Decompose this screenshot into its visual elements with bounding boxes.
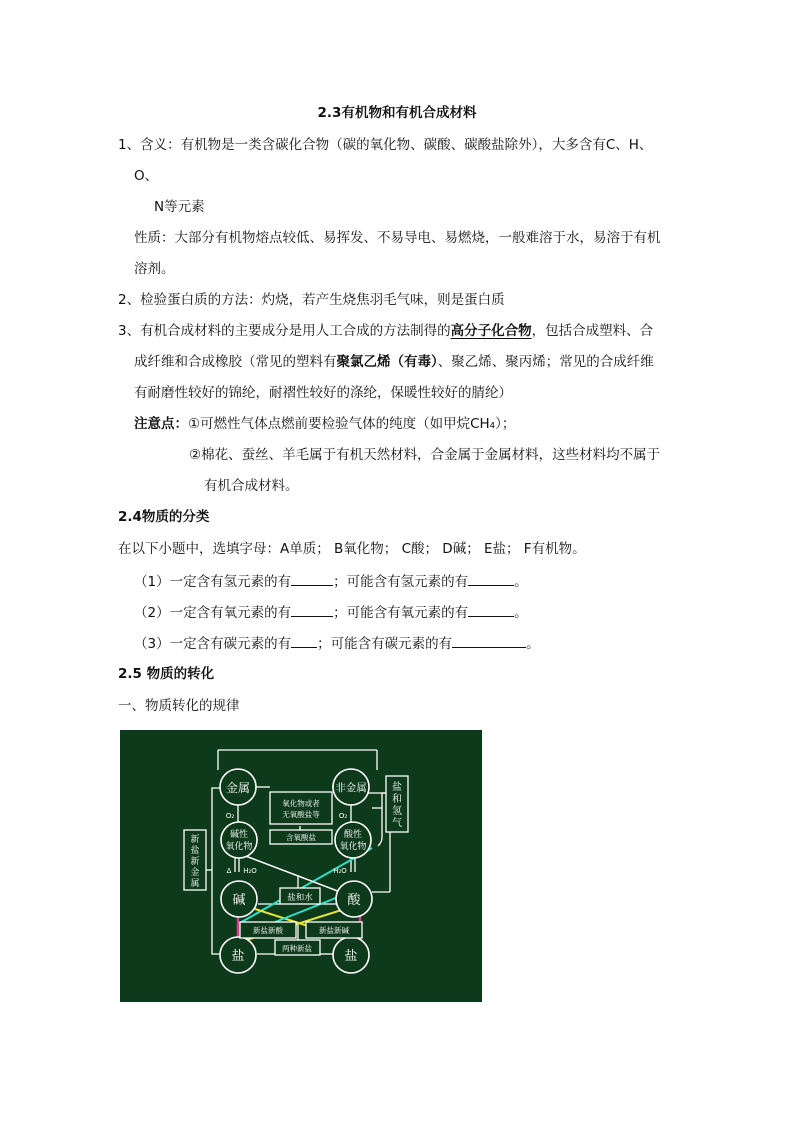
label-salt-left: 盐 [231,949,245,964]
label-box-new-salt-acid: 新盐新酸 [253,926,283,935]
question-1-end: 。 [514,574,528,590]
label-salt-right: 盐 [344,949,358,964]
item1-line2: O、 [134,168,159,184]
item3-line2 [134,353,654,371]
note-label: 注意点： [134,416,188,432]
item3-line2-post: 、聚乙烯、聚丙烯；常见的合成纤维 [437,354,654,370]
note2-line2: 有机合成材料。 [204,478,299,494]
question-1-part-b: ；可能含有氢元素的有 [333,574,469,590]
question-3-part-a: （3）一定含有碳元素的有 [134,636,292,652]
item3-line1 [118,322,653,340]
label-acid: 酸 [347,893,361,908]
answer-blank-2a[interactable] [291,603,333,617]
item3-line3: 有耐磨性较好的锦纶，耐褶性较好的涤纶，保暖性较好的腈纶） [134,385,512,401]
box-oxide-or-salt [270,792,332,824]
label-metal: 金属 [225,781,251,795]
left-box-char-1: 新 [190,835,200,845]
item2: 2、检验蛋白质的方法：灼烧，若产生烧焦羽毛气味，则是蛋白质 [118,292,505,308]
item3-post: ，包括合成塑料、合 [531,323,654,339]
question-2 [134,603,528,622]
label-o2-right: O₂ [338,812,348,820]
item3-line2-pre: 成纤维和合成橡胶（常见的塑料有 [134,354,337,370]
left-box-char-4: 金 [190,868,200,878]
question-2-part-a: （2）一定含有氧元素的有 [134,605,292,621]
node-basic-oxide [221,822,257,858]
label-acidic-oxide-2: 氧化物 [339,842,367,852]
node-acidic-oxide [335,822,371,858]
label-box-two-salts: 两种新盐 [282,944,312,953]
question-1 [134,572,528,591]
answer-blank-3a[interactable] [291,634,317,648]
property-line1: 性质：大部分有机物熔点较低、易挥发、不易导电、易燃烧，一般难溶于水，易溶于有机 [134,230,661,246]
item1-line1: 1、含义：有机物是一类含碳化合物（碳的氧化物、碳酸、碳酸盐除外），大多含有C、H、 [118,137,653,153]
question-1-part-a: （1）一定含有氢元素的有 [134,574,292,590]
question-3 [134,634,540,653]
diagram-background [120,730,482,1002]
label-h2o-left: H₂O [243,867,257,875]
question-3-part-b: ；可能含有碳元素的有 [317,636,453,652]
answer-blank-1a[interactable] [291,572,333,586]
conversion-rules-subtitle: 一、物质转化的规律 [118,698,240,714]
label-delta: Δ [226,867,232,875]
classification-intro: 在以下小题中，选填字母：A单质； B氧化物； C酸； D碱； E盐； F有机物。 [118,541,586,557]
note1-line [134,415,515,433]
label-box-oxide-2: 无氧酸盐等 [282,810,320,819]
item3-highlight: 高分子化合物 [450,323,532,339]
label-h2o-right: H₂O [333,867,347,875]
section-title-2-4: 2.4物质的分类 [118,509,210,525]
note1: ①可燃性气体点燃前要检验气体的纯度（如甲烷CH₄）； [188,416,516,432]
label-box-new-salt-base: 新盐新碱 [319,926,349,935]
left-box-char-2: 盐 [190,846,200,856]
right-box-char-3: 氢 [392,806,402,817]
question-3-end: 。 [526,636,540,652]
right-box-char-1: 盐 [392,782,402,793]
label-base: 碱 [232,893,246,908]
left-box-char-5: 属 [190,879,200,889]
item3-line2-bold: 聚氯乙烯（有毒） [336,354,438,370]
label-o2-left: O₂ [225,812,235,820]
item3-pre: 3、有机合成材料的主要成分是用人工合成的方法制得的 [118,323,451,339]
right-box-char-2: 和 [392,794,402,805]
conversion-diagram [120,730,482,1002]
answer-blank-2b[interactable] [468,603,514,617]
label-box-oxide-1: 氧化物或者 [282,799,320,808]
section-title-2-3: 2.3有机物和有机合成材料 [317,105,477,121]
left-box-char-3: 新 [190,857,200,867]
label-acidic-oxide-1: 酸性 [343,830,363,840]
label-basic-oxide-1: 碱性 [229,830,249,840]
section-title-2-5: 2.5 物质的转化 [118,666,215,682]
question-2-part-b: ；可能含有氧元素的有 [333,605,469,621]
label-box-oxysalt: 含氧酸盐 [286,833,316,842]
label-box-salt-water: 盐和水 [287,893,313,903]
answer-blank-3b[interactable] [452,634,526,648]
answer-blank-1b[interactable] [468,572,514,586]
label-basic-oxide-2: 氧化物 [225,842,253,852]
property-line2: 溶剂。 [134,261,175,277]
question-2-end: 。 [514,605,528,621]
note2-line1: ②棉花、蚕丝、羊毛属于有机天然材料，合金属于金属材料，这些材料均不属于 [189,447,661,463]
label-nonmetal: 非金属 [335,782,367,794]
right-box-char-4: 气 [392,818,402,829]
item1-line3: N等元素 [154,199,205,215]
